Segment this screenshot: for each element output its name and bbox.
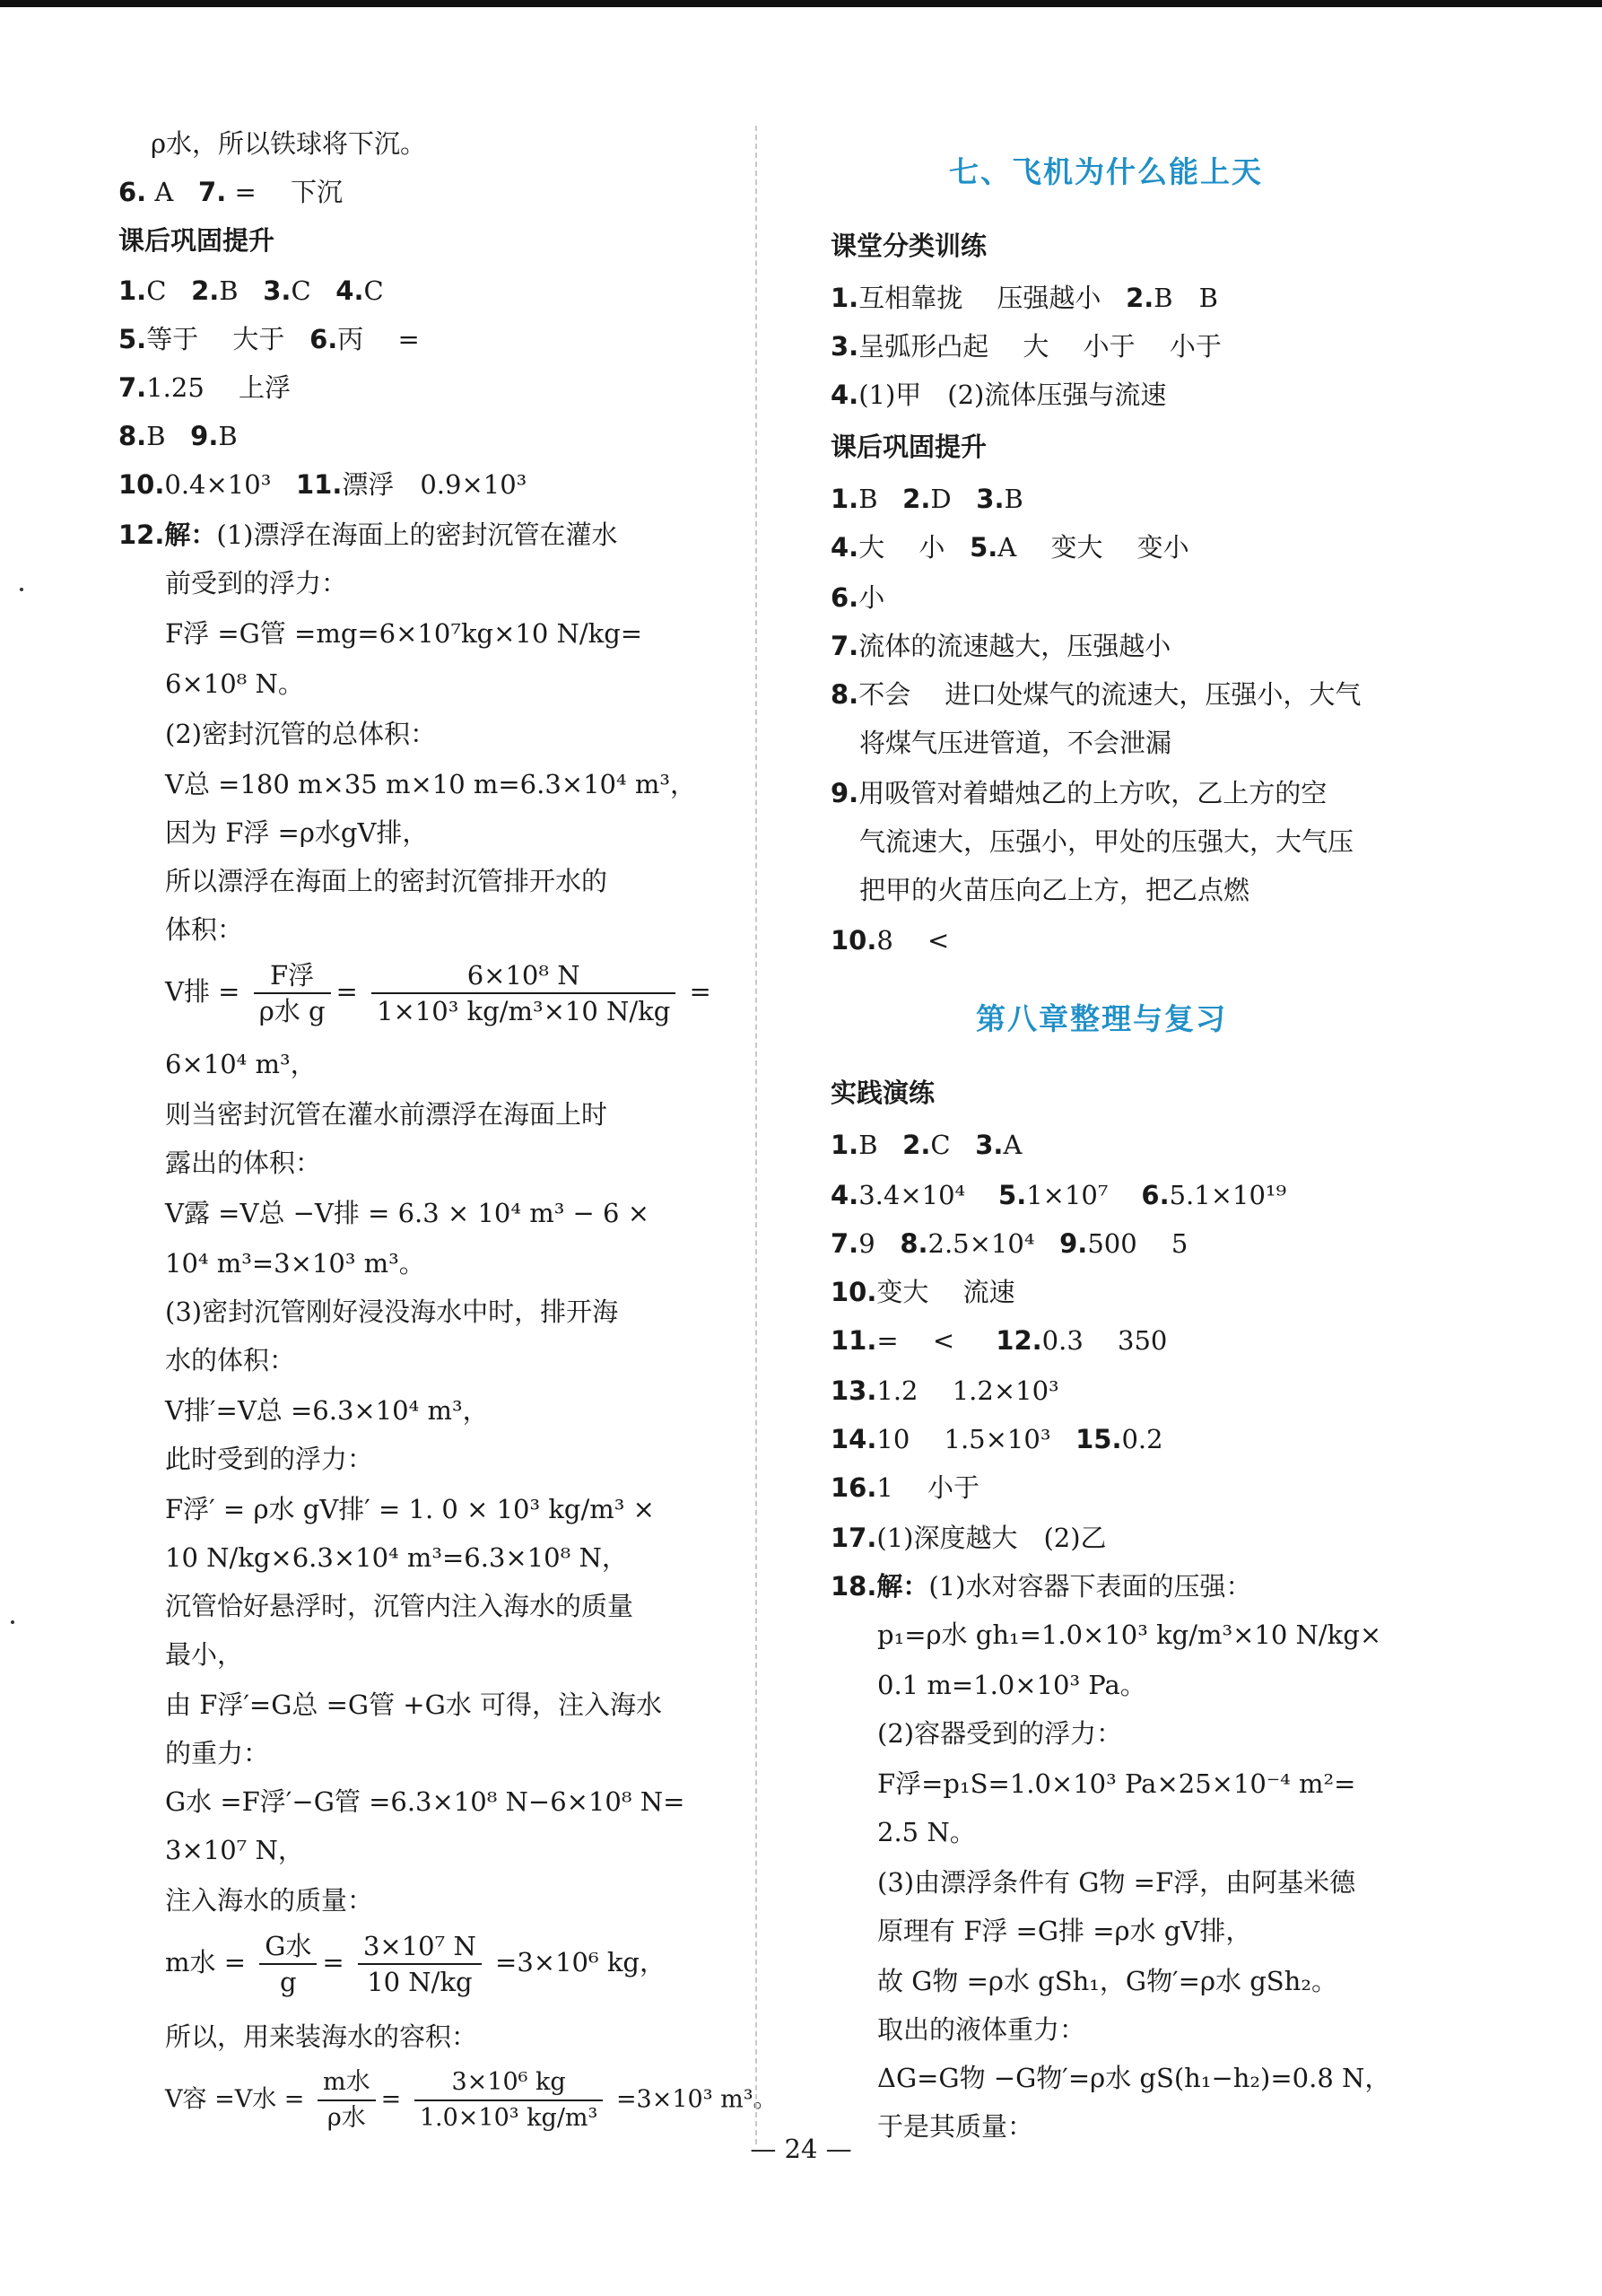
text-line: 气流速大，压强小，甲处的压强大，大气压: [859, 826, 1354, 857]
equation-line: ΔG=G物 −G物′=ρ水 gS(h₁−h₂)=0.8 N，: [877, 2063, 1391, 2093]
text-line: 沉管恰好悬浮时，沉管内注入海水的质量: [165, 1591, 634, 1621]
answer-line: 1.C 2.B 3.C 4.C: [118, 275, 384, 306]
text-line: 体积：: [165, 914, 244, 945]
equation-line: 3×10⁷ N，: [165, 1835, 304, 1865]
column-divider: [755, 126, 757, 2144]
question-18-start: 18.解：(1)水对容器下表面的压强：: [831, 1571, 1252, 1602]
text-line: (3)由漂浮条件有 G物 =F浮，由阿基米德: [877, 1867, 1356, 1898]
text-line: 最小，: [165, 1639, 244, 1670]
equation-line: 原理有 F浮 =G排 =ρ水 gV排，: [877, 1916, 1252, 1946]
answer-line: 6. A 7. = 下沉: [118, 177, 343, 207]
answer-line: 10.8 <: [831, 925, 950, 956]
equation-line: 6×10⁸ N。: [165, 668, 304, 699]
question-12-start: 12.解：(1)漂浮在海面上的密封沉管在灌水: [118, 519, 618, 550]
equation-line: 因为 F浮 =ρ水gV排，: [165, 817, 429, 848]
answer-line: 13.1.2 1.2×10³: [831, 1375, 1059, 1406]
section-title: 七、飞机为什么能上天: [949, 154, 1263, 189]
scan-top-band: [0, 0, 1602, 7]
equation-line: V排′=V总 =6.3×10⁴ m³，: [165, 1395, 489, 1426]
section-heading: 课堂分类训练: [831, 231, 988, 261]
text-line: 取出的液体重力：: [877, 2014, 1086, 2045]
answer-line: 4.大 小 5.A 变大 变小: [831, 532, 1189, 563]
equation-line: 10⁴ m³=3×10³ m³。: [165, 1248, 425, 1279]
fraction-equation: V排 = $\frac{\text{F浮}}{\text{ρ水 g}}$ = $\frac{\text{6×10⁸ N}}{\text{1×10³ kg/m³×10 N/kg}}$ =: [165, 960, 711, 1026]
equation-line: F浮′ = ρ水 gV排′ = 1. 0 × 10³ kg/m³ ×: [165, 1494, 655, 1524]
equation-line: 10 N/kg×6.3×10⁴ m³=6.3×10⁸ N，: [165, 1542, 628, 1573]
answer-line: 6.小: [831, 582, 885, 613]
text-line: 露出的体积：: [165, 1148, 322, 1178]
equation-line: 0.1 m=1.0×10³ Pa。: [877, 1670, 1146, 1700]
answer-line: 1.互相靠拢 压强越小 2.B B: [831, 283, 1218, 313]
answer-line: 9.用吸管对着蜡烛乙的上方吹，乙上方的空: [831, 778, 1328, 808]
answer-line: 8.不会 进口处煤气的流速大，压强小，大气: [831, 679, 1362, 710]
answer-line: 4.(1)甲 (2)流体压强与流速: [831, 380, 1167, 410]
text-line: (2)密封沉管的总体积：: [165, 719, 437, 749]
text-line: 此时受到的浮力：: [165, 1444, 374, 1474]
margin-dot: [20, 588, 23, 591]
answer-line: 7.9 8.2.5×10⁴ 9.500 5: [831, 1228, 1188, 1259]
text-line: 将煤气压进管道，不会泄漏: [859, 728, 1172, 758]
fraction-equation: m水 = $\frac{\text{G水}}{g}$ = $\frac{\text{3×10⁷ N}}{10 N/kg}$ =3×10⁶ kg，: [165, 1931, 666, 1997]
text-line: ρ水，所以铁球将下沉。: [151, 128, 427, 159]
equation-line: 由 F浮′=G总 =G管 +G水 可得，注入海水: [165, 1689, 662, 1720]
equation-line: F浮=p₁S=1.0×10³ Pa×25×10⁻⁴ m²=: [877, 1768, 1356, 1799]
section-heading: 课后巩固提升: [118, 225, 275, 256]
text-line: 所以漂浮在海面上的密封沉管排开水的: [165, 866, 608, 896]
answer-line: 14.10 1.5×10³ 15.0.2: [831, 1424, 1163, 1454]
equation-line: F浮 =G管 =mg=6×10⁷kg×10 N/kg=: [165, 618, 643, 649]
answer-line: 10.0.4×10³ 11.漂浮 0.9×10³: [118, 469, 527, 500]
fraction-equation: V容 =V水 = $\frac{\text{m水}}{\text{ρ水}}$ = $\frac{\text{3×10⁶ kg}}{\text{1.0×10³ kg/m³}}$ =3×10³ m³。: [165, 2065, 778, 2135]
margin-dot: [11, 1620, 14, 1624]
answer-line: 8.B 9.B: [118, 421, 238, 451]
text-line: (2)容器受到的浮力：: [877, 1718, 1123, 1749]
answer-line: 1.B 2.C 3.A: [831, 1130, 1023, 1160]
text-line: 所以，用来装海水的容积：: [165, 2021, 478, 2052]
answer-line: 4.3.4×10⁴ 5.1×10⁷ 6.5.1×10¹⁹: [831, 1180, 1287, 1210]
answer-line: 1.B 2.D 3.B: [831, 484, 1023, 514]
answer-line: 11.= < 12.0.3 350: [831, 1325, 1168, 1356]
equation-line: V总 =180 m×35 m×10 m=6.3×10⁴ m³，: [165, 769, 696, 799]
text-line: 把甲的火苗压向乙上方，把乙点燃: [859, 875, 1250, 905]
answer-line: 10.变大 流速: [831, 1277, 1015, 1307]
answer-line: 7.1.25 上浮: [118, 372, 291, 403]
answer-line: 17.(1)深度越大 (2)乙: [831, 1523, 1107, 1553]
text-line: 于是其质量：: [877, 2111, 1034, 2142]
equation-line: p₁=ρ水 gh₁=1.0×10³ kg/m³×10 N/kg×: [877, 1619, 1382, 1650]
answer-line: 7.流体的流速越大，压强越小: [831, 631, 1171, 661]
answer-line: 16.1 小于: [831, 1472, 980, 1503]
text-line: 水的体积：: [165, 1345, 296, 1375]
text-line: 则当密封沉管在灌水前漂浮在海面上时: [165, 1099, 608, 1130]
page-number: — 24 —: [750, 2134, 852, 2164]
text-line: (3)密封沉管刚好浸没海水中时，排开海: [165, 1296, 619, 1327]
equation-line: V露 =V总 −V排 = 6.3 × 10⁴ m³ − 6 ×: [165, 1198, 650, 1228]
equation-line: G水 =F浮′−G管 =6.3×10⁸ N−6×10⁸ N=: [165, 1786, 685, 1817]
equation-line: 6×10⁴ m³，: [165, 1049, 317, 1079]
section-heading: 实践演练: [831, 1078, 936, 1108]
section-title: 第八章整理与复习: [976, 1001, 1227, 1036]
text-line: 注入海水的质量：: [165, 1885, 374, 1916]
equation-line: 2.5 N。: [877, 1817, 976, 1847]
answer-line: 3.呈弧形凸起 大 小于 小于: [831, 331, 1222, 362]
section-heading: 课后巩固提升: [831, 432, 988, 462]
text-line: 的重力：: [165, 1738, 270, 1768]
answer-line: 5.等于 大于 6.丙 =: [118, 324, 420, 354]
equation-line: 故 G物 =ρ水 gSh₁，G物′=ρ水 gSh₂。: [877, 1966, 1337, 1996]
text-line: 前受到的浮力：: [165, 568, 348, 598]
